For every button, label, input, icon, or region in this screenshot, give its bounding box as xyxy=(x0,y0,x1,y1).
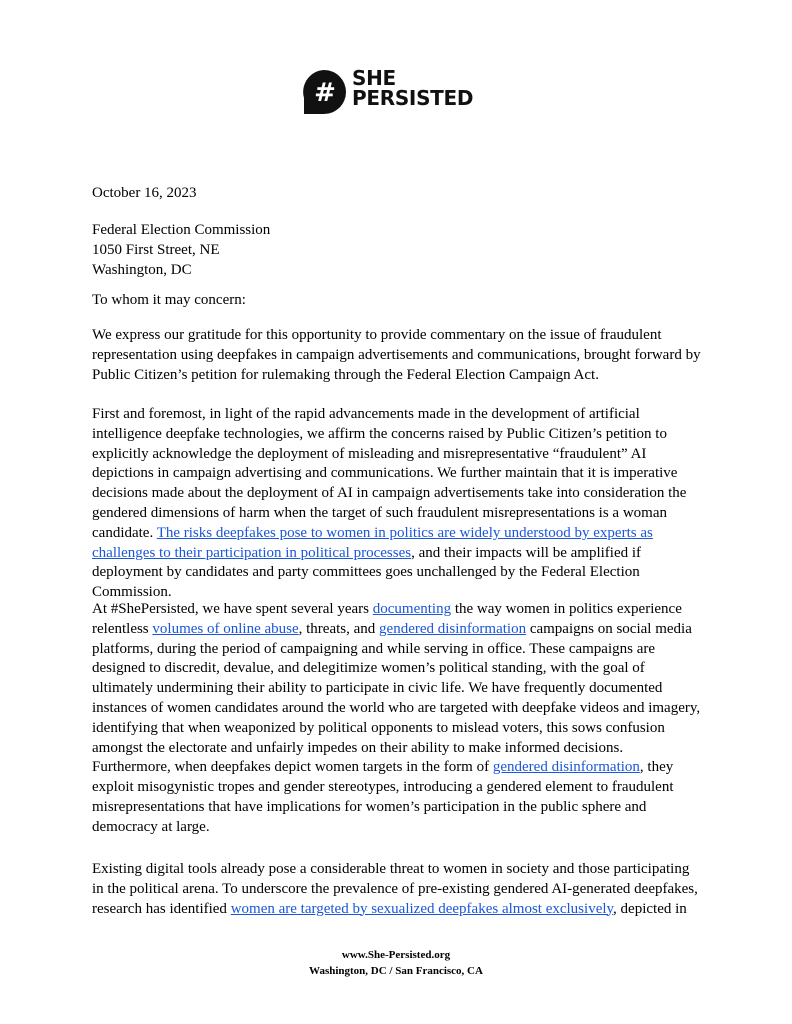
link-gendered-disinformation-2[interactable]: gendered disinformation xyxy=(492,759,640,776)
letter-date: October 16, 2023 xyxy=(92,185,197,201)
link-documenting[interactable]: documenting xyxy=(372,601,452,617)
paragraph-existing-tools xyxy=(92,860,704,919)
logo-line-she: SHE xyxy=(352,66,396,90)
footer-website: www.She-Persisted.org xyxy=(341,949,451,961)
address-line-3: Washington, DC xyxy=(92,262,192,278)
logo-wordmark xyxy=(352,68,473,108)
paragraph-text: campaigns on social media platforms, during the period of campaigning and while serving in office. These campaigns are designed to discredit, devalue, and delegitimize women’s political standing, with the goal of ultimately undermining their ability to participate in civic life. We have frequently documented instances of women candidates around the world who are targeted with deepfake videos and imagery, identifying that when weaponized by political opponents to mislead voters, this sows confusion amongst the electorate and unfairly impedes on their ability to make informed decisions. Furthermore, when deepfakes depict women targets in the form of xyxy=(92,620,701,776)
logo-mark-glyph: # xyxy=(314,78,336,108)
hashtag-speech-bubble-icon xyxy=(300,68,348,116)
footer-location: Washington, DC / San Francisco, CA xyxy=(309,965,483,977)
salutation: To whom it may concern: xyxy=(92,292,246,308)
link-risks-deepfakes[interactable]: The risks deepfakes pose to women in politics are widely understood by experts as challenges to their participation in political processes xyxy=(92,524,653,561)
paragraph-concerns xyxy=(92,405,704,603)
address-line-1: Federal Election Commission xyxy=(92,222,271,238)
paragraph-text: At #ShePersisted, we have spent several years xyxy=(92,601,373,617)
paragraph-text: , they exploit misogynistic tropes and gender stereotypes, introducing a gendered element to fraudulent misrepresentations that have implications for women’s participation in the public sphere and democracy at large. xyxy=(92,759,674,835)
link-sexualized-deepfakes[interactable]: women are targeted by sexualized deepfakes almost exclusively xyxy=(230,900,614,917)
link-volumes-online-abuse[interactable]: volumes of online abuse xyxy=(152,620,299,637)
link-gendered-disinformation[interactable]: gendered disinformation xyxy=(379,620,527,637)
paragraph-text: , threats, and xyxy=(298,620,380,637)
paragraph-shepersisted xyxy=(92,600,704,838)
recipient-address xyxy=(92,220,704,280)
address-line-2: 1050 First Street, NE xyxy=(92,242,220,258)
paragraph-text: , depicted in xyxy=(613,900,687,917)
logo-line-persisted: PERSISTED xyxy=(352,86,474,110)
paragraph-text: First and foremost, in light of the rapid advancements made in the development of artificial intelligence deepfake technologies, we affirm the concerns raised by Public Citizen’s petition to explicitly acknowledge the deployment of misleading and misrepresentative “fraudulent” AI depictions in campaign advertising and communications. We further maintain that it is imperative decisions made about the deployment of AI in campaign advertisements take into consideration the gendered dimensions of harm when the target of such fraudulent misrepresentations is a woman candidate. xyxy=(92,406,687,541)
paragraph-text: , and their impacts will be amplified if deployment by candidates and party committees goes unchallenged by the Federal Election Commission. xyxy=(92,544,642,601)
she-persisted-logo xyxy=(300,68,500,118)
paragraph-gratitude: We express our gratitude for this opportunity to provide commentary on the issue of fraudulent representation using deepfakes in campaign advertisements and communications, brought forward by Public Citizen’s petition for rulemaking through the Federal Election Campaign Act. xyxy=(92,327,701,383)
paragraph-text: the way women in politics experience relentless xyxy=(92,601,682,637)
paragraph-text: Existing digital tools already pose a considerable threat to women in society and those participating in the political arena. To underscore the prevalence of pre-existing gendered AI-generated deepfakes, research has identified xyxy=(92,861,698,917)
